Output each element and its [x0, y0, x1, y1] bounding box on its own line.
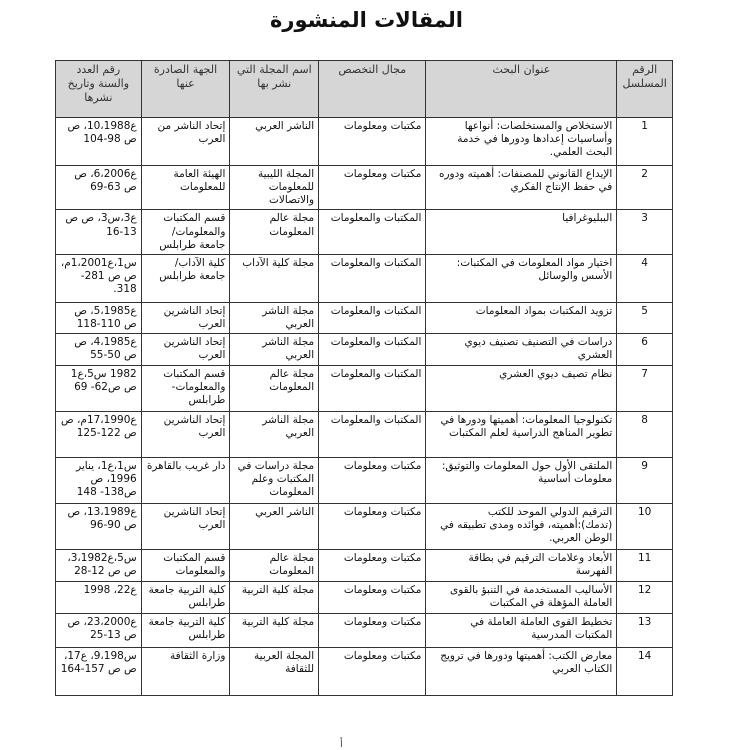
cell-num: 12 [617, 582, 673, 614]
cell-field: المكتبات والمعلومات [319, 412, 426, 458]
cell-issue: ع17،1990م، ص ص 122-125 [56, 412, 142, 458]
cell-field: مكتبات ومعلومات [319, 166, 426, 210]
cell-journal: مجلة كلية التربية [230, 582, 319, 614]
table-row [56, 302, 673, 333]
cell-title: الاستخلاص والمستخلصات: أنواعها وأساسيات إعدادها ودورها في خدمة البحث العلمي. [426, 118, 617, 166]
cell-field: المكتبات والمعلومات [319, 254, 426, 302]
cell-publisher: قسم المكتبات والمعلومات/ جامعة طرابلس [141, 210, 230, 254]
cell-journal: مجلة عالم المعلومات [230, 366, 319, 412]
cell-num: 2 [617, 166, 673, 210]
cell-title: تخطيط القوى العاملة العاملة في المكتبات المدرسية [426, 614, 617, 648]
cell-publisher: إتحاد الناشرين العرب [141, 504, 230, 550]
cell-issue: ع3،س3، ص ص 13-16 [56, 210, 142, 254]
cell-journal: مجلة كلية الآداب [230, 254, 319, 302]
cell-num: 9 [617, 458, 673, 504]
cell-field: مكتبات ومعلومات [319, 550, 426, 582]
articles-table [55, 60, 673, 696]
cell-field: مكتبات ومعلومات [319, 458, 426, 504]
table-row [56, 118, 673, 166]
cell-issue: س1،ع1،2001م، ص ص 281-318. [56, 254, 142, 302]
cell-title: الترقيم الدولي الموحد للكتب (تدمك):أهميته، فوائده ومدى تطبيقه في الوطن العربي. [426, 504, 617, 550]
cell-num: 14 [617, 648, 673, 696]
cell-journal: مجلة عالم المعلومات [230, 550, 319, 582]
cell-num: 4 [617, 254, 673, 302]
cell-issue: س5،ع3،1982، ص ص 12-28 [56, 550, 142, 582]
table-row [56, 412, 673, 458]
cell-num: 11 [617, 550, 673, 582]
table-row [56, 504, 673, 550]
cell-publisher: إتحاد الناشرين العرب [141, 412, 230, 458]
cell-num: 1 [617, 118, 673, 166]
cell-journal: مجلة عالم المعلومات [230, 210, 319, 254]
table-row [56, 614, 673, 648]
cell-journal: المجلة العربية للثقافة [230, 648, 319, 696]
cell-publisher: قسم المكتبات والمعلومات [141, 550, 230, 582]
table-row [56, 550, 673, 582]
cell-journal: مجلة الناشر العربي [230, 334, 319, 366]
cell-field: مكتبات ومعلومات [319, 504, 426, 550]
cell-publisher: وزارة الثقافة [141, 648, 230, 696]
cell-title: تزويد المكتبات بمواد المعلومات [426, 302, 617, 333]
page-footer-mark: أ [340, 739, 343, 750]
cell-issue: ع5،1985، ص ص 110-118 [56, 302, 142, 333]
cell-num: 10 [617, 504, 673, 550]
table-body [56, 118, 673, 696]
cell-title: الإيداع القانوني للمصنفات: أهميته ودوره في حفظ الإنتاج الفكري [426, 166, 617, 210]
cell-field: المكتبات والمعلومات [319, 302, 426, 333]
cell-issue: س9،198، ع17، ص ص 157-164 [56, 648, 142, 696]
cell-num: 3 [617, 210, 673, 254]
cell-issue: ع10،1988، ص ص 98-104 [56, 118, 142, 166]
header-num: الرقم المسلسل [617, 61, 673, 118]
table-row [56, 166, 673, 210]
table-row [56, 458, 673, 504]
cell-num: 8 [617, 412, 673, 458]
cell-publisher: قسم المكتبات والمعلومات- طرابلس [141, 366, 230, 412]
cell-field: المكتبات والمعلومات [319, 334, 426, 366]
table-row [56, 366, 673, 412]
cell-publisher: إتحاد الناشر من العرب [141, 118, 230, 166]
cell-title: الأساليب المستخدمة في التنبؤ بالقوى العاملة المؤهلة في المكتبات [426, 582, 617, 614]
cell-field: المكتبات والمعلومات [319, 210, 426, 254]
cell-title: دراسات في التصنيف تصنيف ديوي العشري [426, 334, 617, 366]
cell-num: 7 [617, 366, 673, 412]
cell-field: مكتبات ومعلومات [319, 582, 426, 614]
cell-issue: ع23،2000، ص ص 13-25 [56, 614, 142, 648]
header-field: مجال التخصص [319, 61, 426, 118]
page-title: المقالات المنشورة [270, 8, 463, 32]
cell-publisher: دار غريب بالقاهرة [141, 458, 230, 504]
header-title: عنوان البحث [426, 61, 617, 118]
cell-journal: مجلة الناشر العربي [230, 412, 319, 458]
cell-num: 6 [617, 334, 673, 366]
cell-title: الملتقى الأول حول المعلومات والتوثيق: معلومات أساسية [426, 458, 617, 504]
cell-title: الببليوغرافيا [426, 210, 617, 254]
table-row [56, 210, 673, 254]
cell-publisher: الهيئة العامة للمعلومات [141, 166, 230, 210]
header-journal: اسم المجلة التي نشر بها [230, 61, 319, 118]
header-publisher: الجهة الصادرة عنها [141, 61, 230, 118]
table-header-row [56, 61, 673, 118]
header-issue: رقم العدد والسنة وتاريخ نشرها [56, 61, 142, 118]
cell-title: اختيار مواد المعلومات في المكتبات: الأسس والوسائل [426, 254, 617, 302]
cell-publisher: إتحاد الناشرين العرب [141, 302, 230, 333]
cell-journal: مجلة كلية التربية [230, 614, 319, 648]
cell-issue: س1،ع1، يناير 1996، ص ص138- 148 [56, 458, 142, 504]
cell-publisher: إتحاد الناشرين العرب [141, 334, 230, 366]
cell-publisher: كلية التربية جامعة طرابلس [141, 614, 230, 648]
cell-issue: ع22، 1998 [56, 582, 142, 614]
table-row [56, 582, 673, 614]
cell-title: الأبعاد وعلامات الترقيم في بطاقة الفهرسة [426, 550, 617, 582]
cell-title: تكنولوجيا المعلومات: أهميتها ودورها في تطوير المناهج الدراسية لعلم المكتبات [426, 412, 617, 458]
cell-field: مكتبات ومعلومات [319, 648, 426, 696]
cell-issue: ع4،1985، ص ص 50-55 [56, 334, 142, 366]
cell-field: مكتبات ومعلومات [319, 614, 426, 648]
cell-journal: الناشر العربي [230, 118, 319, 166]
cell-issue: ع13،1989، ص ص 90-96 [56, 504, 142, 550]
cell-issue: 1982 س5،ع1 ص ص62- 69 [56, 366, 142, 412]
cell-journal: مجلة دراسات في المكتبات وعلم المعلومات [230, 458, 319, 504]
table-row [56, 254, 673, 302]
cell-publisher: كلية التربية جامعة طرابلس [141, 582, 230, 614]
table-row [56, 334, 673, 366]
cell-num: 13 [617, 614, 673, 648]
cell-field: مكتبات ومعلومات [319, 118, 426, 166]
cell-num: 5 [617, 302, 673, 333]
cell-title: معارض الكتب: أهميتها ودورها في ترويج الكتاب العربي [426, 648, 617, 696]
cell-journal: مجلة الناشر العربي [230, 302, 319, 333]
cell-title: نظام تصيف ديوي العشري [426, 366, 617, 412]
cell-issue: ع6،2006، ص ص 63-69 [56, 166, 142, 210]
cell-publisher: كلية الآداب/ جامعة طرابلس [141, 254, 230, 302]
table-row [56, 648, 673, 696]
cell-journal: الناشر العربي [230, 504, 319, 550]
cell-journal: المجلة الليبية للمعلومات والاتصالات [230, 166, 319, 210]
cell-field: المكتبات والمعلومات [319, 366, 426, 412]
